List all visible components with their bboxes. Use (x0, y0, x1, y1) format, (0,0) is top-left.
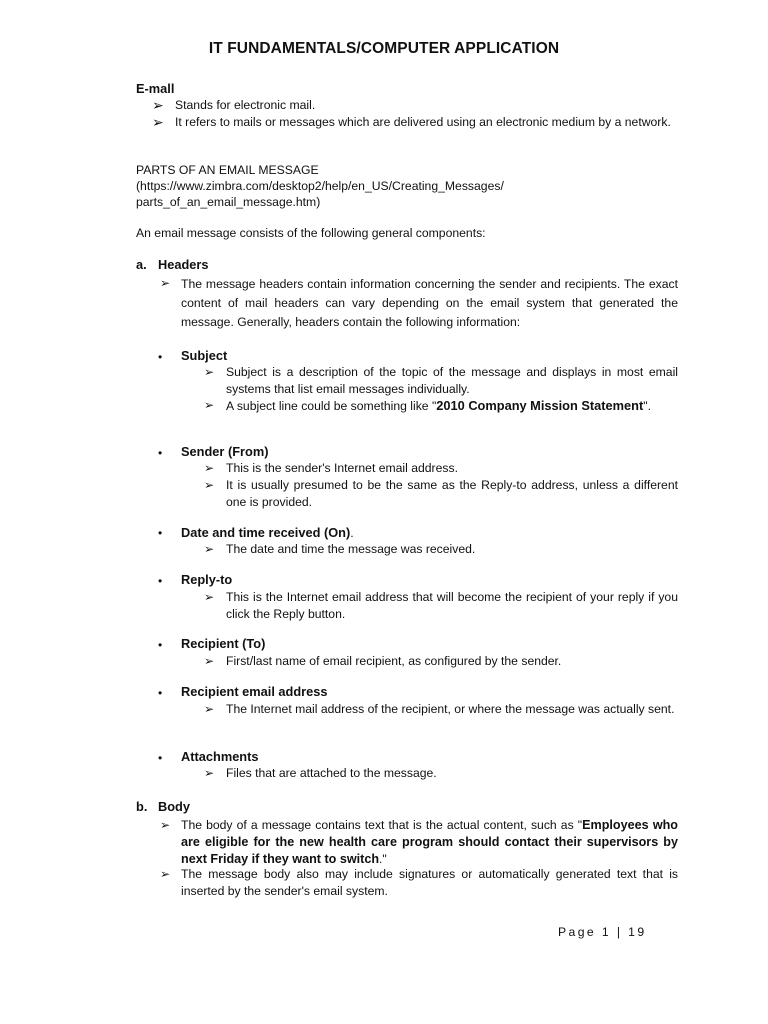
sender-desc-1: This is the sender's Internet email address. (226, 461, 458, 475)
source-url-line-1: (https://www.zimbra.com/desktop2/help/en_US/Creating_Messages/ (136, 179, 504, 193)
parts-heading: PARTS OF AN EMAIL MESSAGE (136, 163, 319, 177)
arrow-bullet-icon: ➢ (204, 478, 215, 492)
replyto-desc: This is the Internet email address that will become the recipient of your reply if you click the Reply button. (226, 590, 678, 621)
arrow-bullet-icon: ➢ (160, 818, 171, 832)
arrow-bullet-icon: ➢ (160, 867, 171, 881)
page-title: IT FUNDAMENTALS/COMPUTER APPLICATION (208, 40, 560, 57)
email-heading: E-mall (136, 81, 175, 96)
bullet-dot-icon: • (158, 350, 163, 364)
arrow-bullet-icon: ➢ (152, 114, 164, 130)
attachments-desc: Files that are attached to the message. (226, 766, 437, 780)
source-url-line-2: parts_of_an_email_message.htm) (136, 195, 321, 209)
recipient-email-desc: The Internet mail address of the recipient, or where the message was actually sent. (226, 702, 675, 716)
bullet-dot-icon: • (158, 638, 163, 652)
email-bullet-2: It refers to mails or messages which are delivered using an electronic medium by a network. (175, 115, 671, 129)
date-desc: The date and time the message was received. (226, 542, 476, 556)
arrow-bullet-icon: ➢ (204, 654, 215, 668)
sender-desc-2: It is usually presumed to be the same as the Reply-to address, unless a different one is provided. (226, 478, 678, 509)
item-date-label: Date and time received (On). (181, 525, 354, 540)
item-recipient-label: Recipient (To) (181, 636, 266, 651)
bullet-dot-icon: • (158, 751, 163, 765)
arrow-bullet-icon: ➢ (204, 461, 215, 475)
item-recipient-email-label: Recipient email address (181, 684, 328, 699)
headers-heading: Headers (158, 257, 209, 272)
arrow-bullet-icon: ➢ (160, 276, 171, 290)
bullet-dot-icon: • (158, 574, 163, 588)
bullet-dot-icon: • (158, 446, 163, 460)
arrow-bullet-icon: ➢ (204, 542, 215, 556)
arrow-bullet-icon: ➢ (204, 702, 215, 716)
bullet-dot-icon: • (158, 686, 163, 700)
arrow-bullet-icon: ➢ (204, 766, 215, 780)
arrow-bullet-icon: ➢ (204, 590, 215, 604)
bullet-dot-icon: • (158, 526, 163, 540)
item-attachments-label: Attachments (181, 749, 259, 764)
body-desc-1: The body of a message contains text that is the actual content, such as "Employees who are eligible for the new health care program should contact their supervisors by next Friday if they want to switch." (181, 818, 678, 866)
components-intro: An email message consists of the following general components: (136, 226, 486, 240)
subject-desc: Subject is a description of the topic of the message and displays in most email systems that list email messages individually. (226, 365, 678, 396)
body-desc-2: The message body also may include signatures or automatically generated text that is inserted by the sender's email system. (181, 867, 678, 898)
item-sender-label: Sender (From) (181, 444, 269, 459)
item-subject-label: Subject (181, 348, 228, 363)
arrow-bullet-icon: ➢ (204, 398, 215, 412)
headers-marker: a. (136, 257, 147, 272)
headers-description: The message headers contain information concerning the sender and recipients. The exact content of mail headers can vary depending on the email system that generated the message. Generally, headers contain the following information: (181, 277, 678, 329)
body-heading: Body (158, 799, 190, 814)
email-bullet-1: Stands for electronic mail. (175, 98, 316, 112)
item-replyto-label: Reply-to (181, 572, 233, 587)
arrow-bullet-icon: ➢ (152, 97, 164, 113)
arrow-bullet-icon: ➢ (204, 365, 215, 379)
page-number: Page 1 | 19 (558, 925, 647, 939)
body-marker: b. (136, 799, 148, 814)
subject-example: A subject line could be something like "2010 Company Mission Statement". (226, 398, 651, 413)
recipient-desc: First/last name of email recipient, as configured by the sender. (226, 654, 562, 668)
